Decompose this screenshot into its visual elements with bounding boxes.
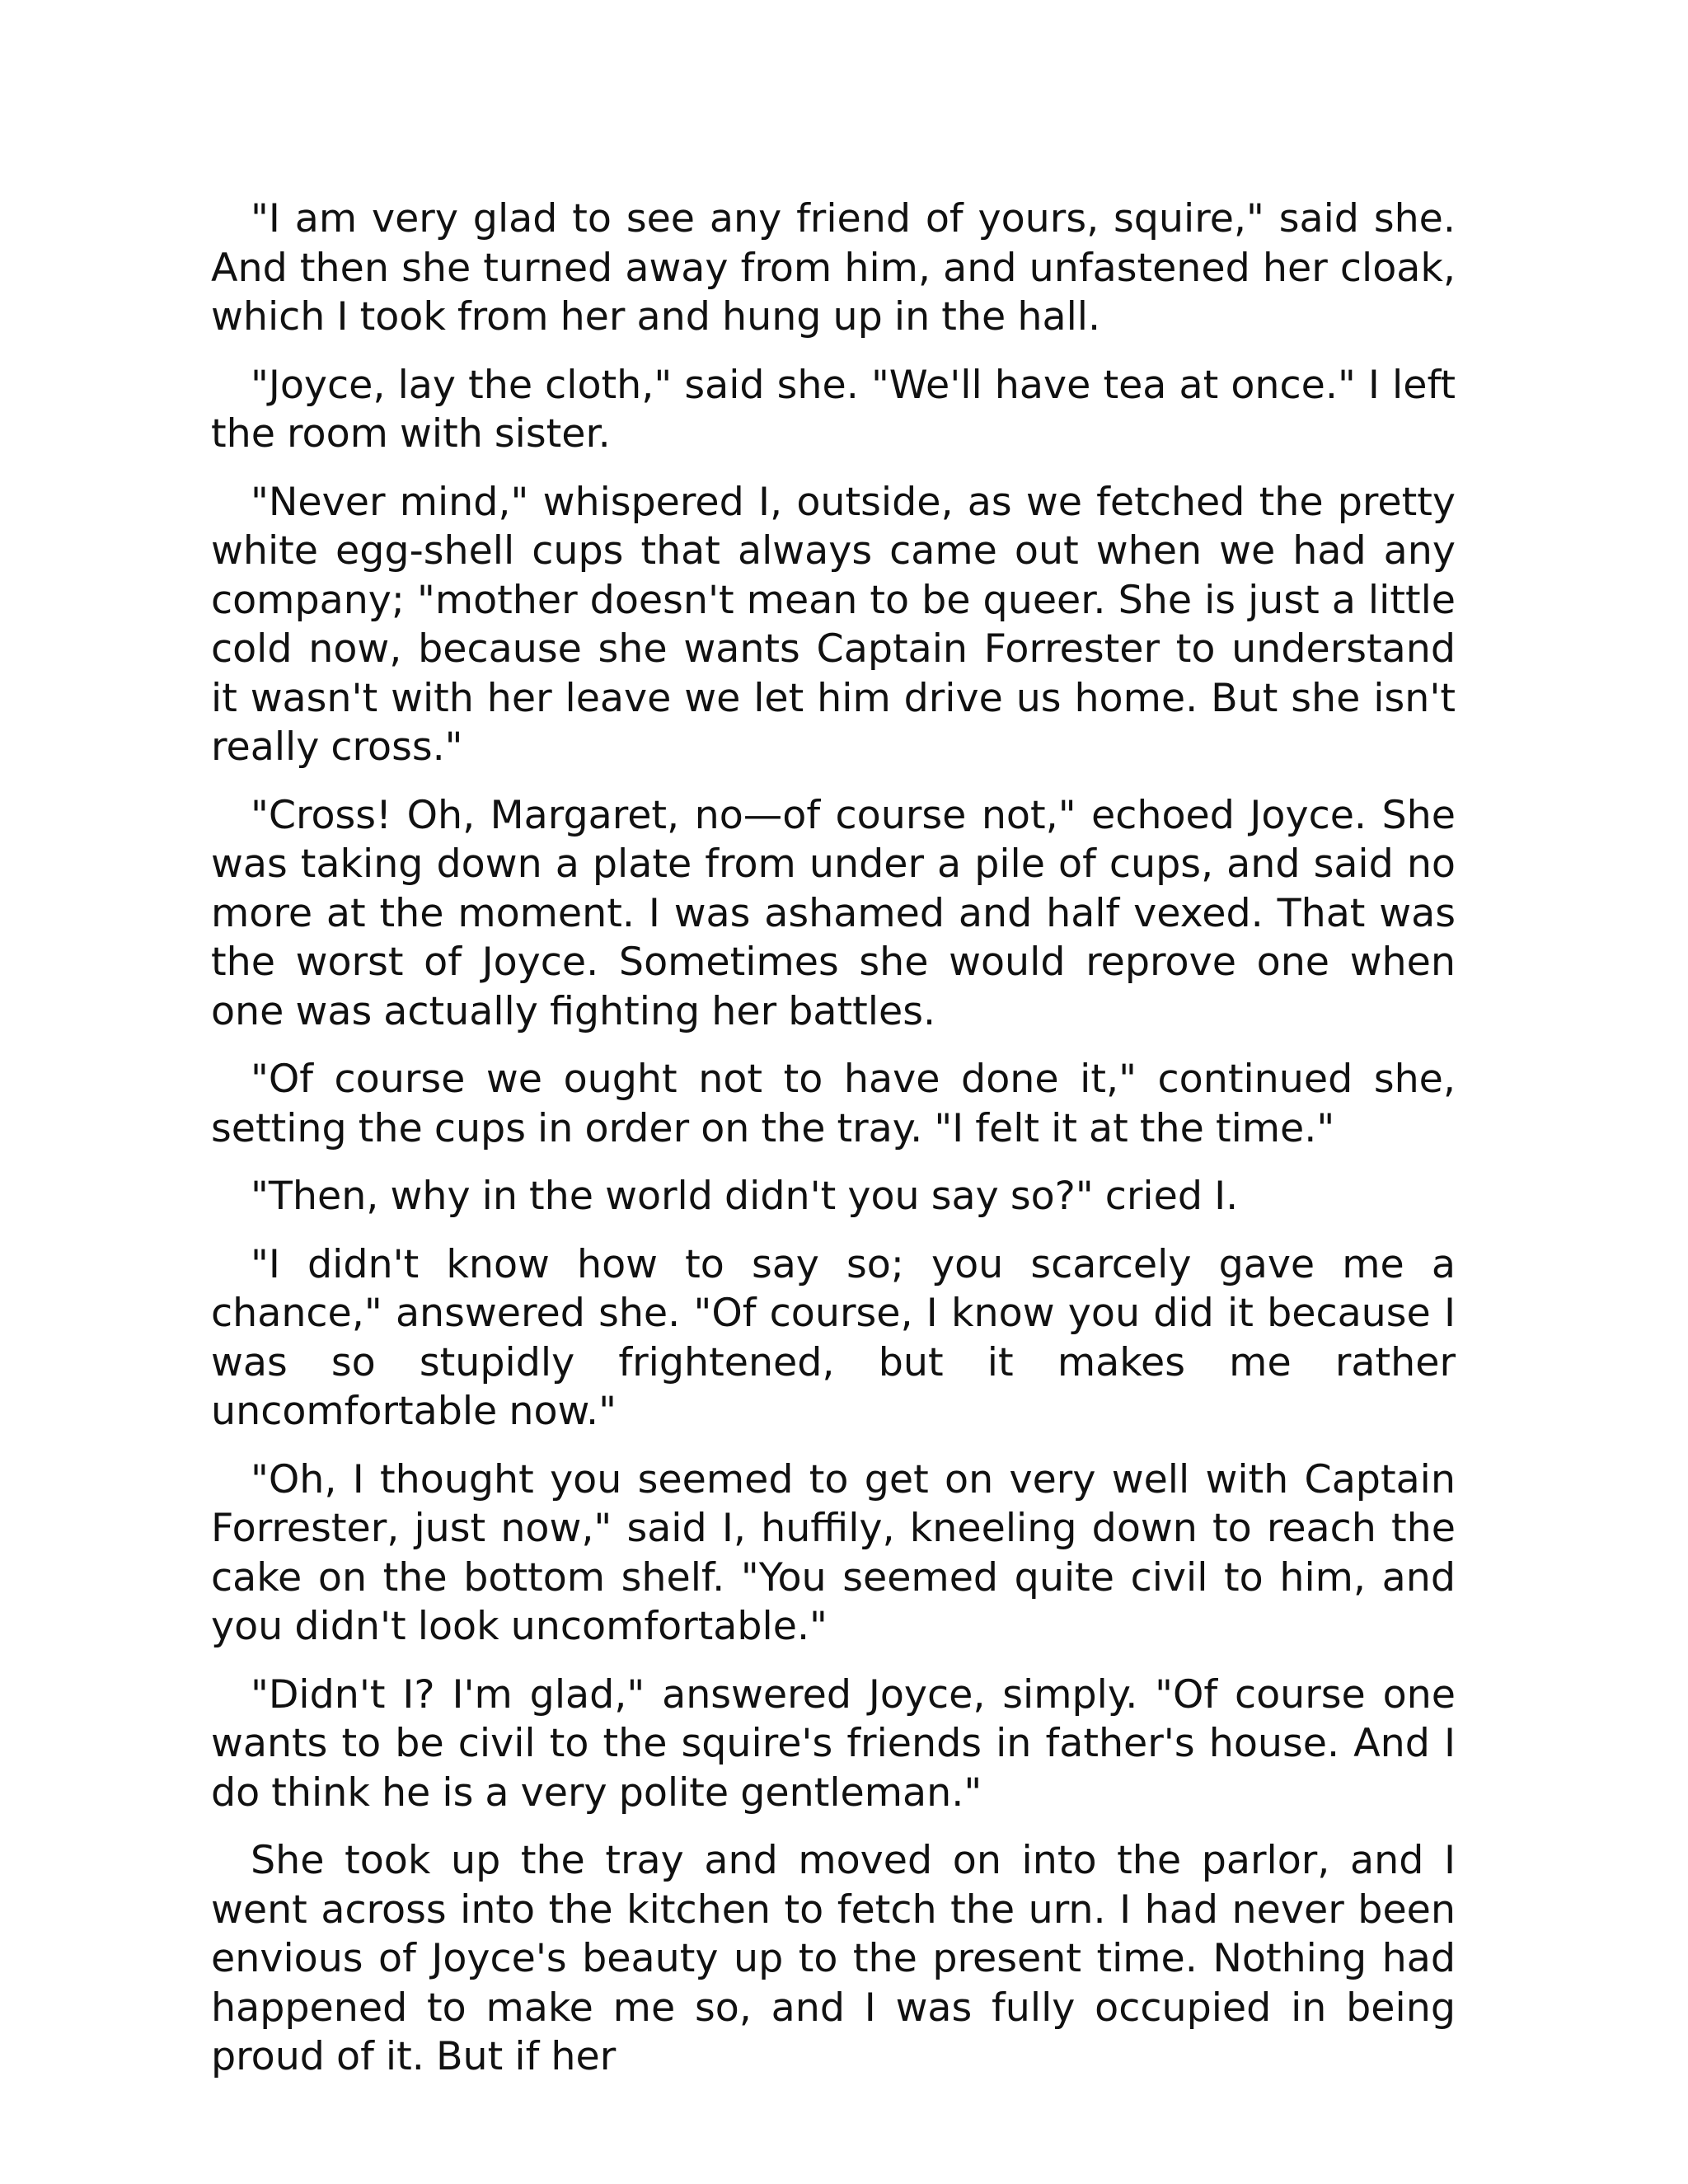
page-body <box>211 194 1456 2101</box>
paragraph: "I didn't know how to say so; you scarcely gave me a chance," answered she. "Of course, I know you did it because I was so stupidly frightened, but it makes me rather uncomfortable now." <box>211 1241 1456 1434</box>
paragraph: "Didn't I? I'm glad," answered Joyce, simply. "Of course one wants to be civil to the squire's friends in father's house. And I do think he is a very polite gentleman." <box>211 1671 1456 1816</box>
paragraph: "Cross! Oh, Margaret, no—of course not," echoed Joyce. She was taking down a plate from under a pile of cups, and said no more at the moment. I was ashamed and half vexed. That was the worst of Joyce. Sometimes she would reprove one when one was actually fighting her battles. <box>211 792 1456 1034</box>
paragraph: She took up the tray and moved on into the parlor, and I went across into the kitchen to fetch the urn. I had never been envious of Joyce's beauty up to the present time. Nothing had happened to make me so, and I was fully occupied in being proud of it. But if her <box>211 1838 1456 2079</box>
paragraph: "Joyce, lay the cloth," said she. "We'll have tea at once." I left the room with sister. <box>211 362 1456 457</box>
paragraph: "Oh, I thought you seemed to get on very well with Captain Forrester, just now," said I, huffily, kneeling down to reach the cake on the bottom shelf. "You seemed quite civil to him, and you didn't look uncomfortable." <box>211 1456 1456 1649</box>
paragraph: "Of course we ought not to have done it," continued she, setting the cups in order on the tray. "I felt it at the time." <box>211 1057 1456 1151</box>
paragraph: "Then, why in the world didn't you say so?" cried I. <box>251 1174 1239 1219</box>
paragraph: "I am very glad to see any friend of yours, squire," said she. And then she turned away from him, and unfastened her cloak, which I took from her and hung up in the hall. <box>211 196 1456 340</box>
paragraph: "Never mind," whispered I, outside, as we fetched the pretty white egg-shell cups that always came out when we had any company; "mother doesn't mean to be queer. She is just a little cold now, because she wants Captain Forrester to understand it wasn't with her leave we let him drive us home. But she isn't really cross." <box>211 479 1456 770</box>
